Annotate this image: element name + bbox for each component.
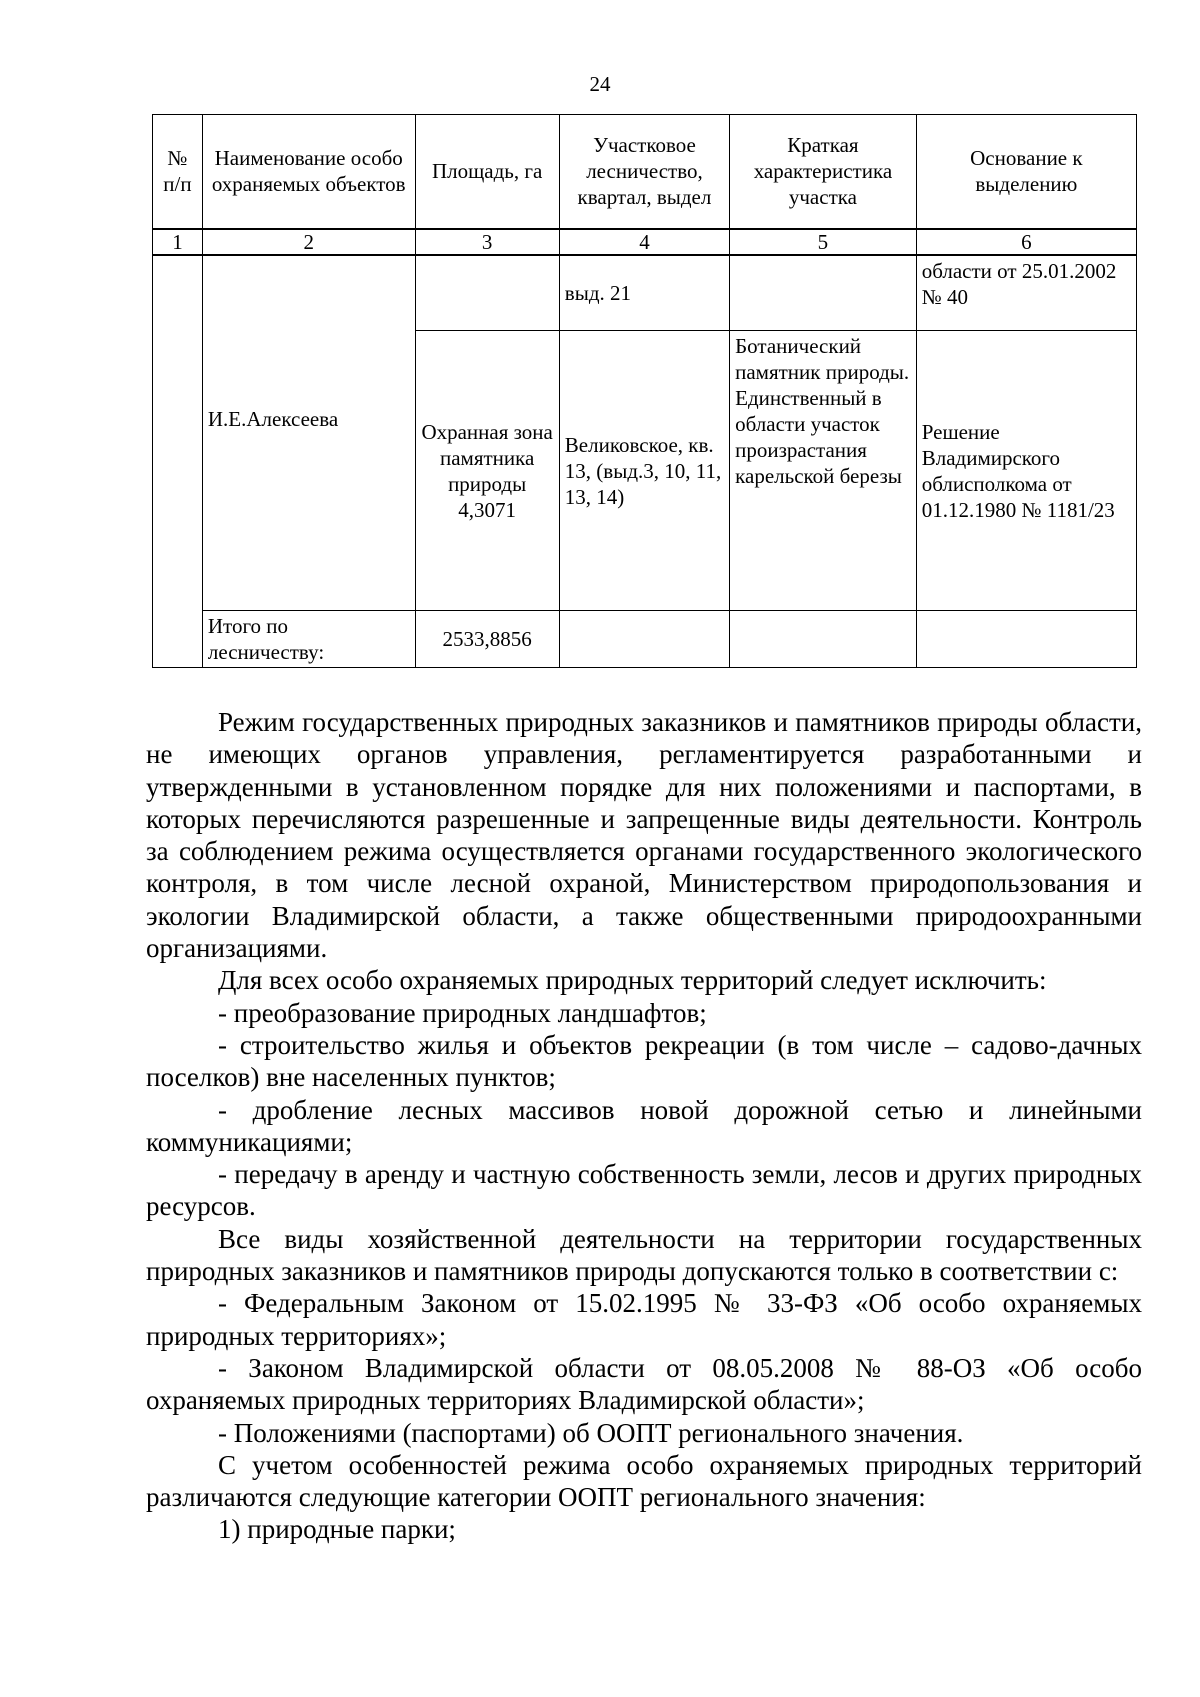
header-number: № п/п <box>153 115 203 229</box>
column-number: 3 <box>415 229 559 255</box>
paragraph: Все виды хозяйственной деятельности на территории государственных природных заказников и памятников природы допускаются только в соответствии с: <box>146 1223 1142 1287</box>
column-number: 5 <box>730 229 917 255</box>
total-area: 2533,8856 <box>415 611 559 668</box>
list-item: - дробление лесных массивов новой дорожной сетью и линейными коммуникациями; <box>146 1094 1142 1157</box>
area-cell: Охранная зона памятника природы 4,3071 <box>415 331 559 611</box>
list-item: - Федеральным Законом от 15.02.1995 № 33-ФЗ «Об особо охраняемых природных территориях»; <box>146 1288 1142 1351</box>
paragraph: С учетом особенностей режима особо охраняемых природных территорий различаются следующие категории ООПТ регионального значения: <box>146 1449 1142 1513</box>
forestry-cell: выд. 21 <box>559 255 729 331</box>
column-number: 1 <box>153 229 203 255</box>
column-number-row <box>153 229 1137 255</box>
object-name: И.Е.Алексеева <box>207 406 339 431</box>
header-forestry: Участковое лесничество, квартал, выдел <box>559 115 729 229</box>
list-item: - Законом Владимирской области от 08.05.2008 № 88-ОЗ «Об особо охраняемых природных территориях Владимирской области»; <box>146 1352 1142 1416</box>
list-item: - преобразование природных ландшафтов; <box>218 997 707 1028</box>
column-number: 4 <box>559 229 729 255</box>
header-name: Наименование особо охраняемых объектов <box>202 115 415 229</box>
list-item: - строительство жилья и объектов рекреации (в том числе – садово-дачных поселков) вне населенных пунктов; <box>146 1029 1142 1093</box>
table-row <box>153 255 1137 331</box>
column-number: 6 <box>916 229 1136 255</box>
list-item: - Положениями (паспортами) об ООПТ регионального значения. <box>218 1417 964 1448</box>
empty-cell <box>730 611 917 668</box>
header-basis: Основание к выделению <box>916 115 1136 229</box>
list-item: - передачу в аренду и частную собственность земли, лесов и других природных ресурсов. <box>146 1159 1142 1222</box>
forestry-cell: Великовское, кв. 13, (выд.3, 10, 11, 13, 14) <box>559 331 729 611</box>
paragraph: Для всех особо охраняемых природных территорий следует исключить: <box>218 965 1047 996</box>
area-cell <box>415 255 559 331</box>
list-item: 1) природные парки; <box>218 1514 456 1545</box>
empty-cell <box>916 611 1136 668</box>
basis-cell: Решение Владимирского облисполкома от 01.12.1980 № 1181/23 <box>916 331 1136 611</box>
total-row <box>153 611 1137 668</box>
header-characteristic: Краткая характеристика участка <box>730 115 917 229</box>
page-number: 24 <box>589 72 611 96</box>
column-number: 2 <box>202 229 415 255</box>
header-area: Площадь, га <box>415 115 559 229</box>
table-header-row <box>153 115 1137 229</box>
total-label: Итого по лесничеству: <box>202 611 415 668</box>
characteristic-cell <box>730 255 917 331</box>
protected-areas-table <box>152 114 1137 668</box>
empty-cell <box>559 611 729 668</box>
characteristic-cell: Ботанический памятник природы. Единственный в области участок произрастания карельской березы <box>730 331 917 611</box>
basis-cell: области от 25.01.2002 № 40 <box>916 255 1136 331</box>
body-text <box>146 706 1142 1546</box>
paragraph: Режим государственных природных заказников и памятников природы области, не имеющих органов управления, регламентируется разработанными и утвержденными в установленном порядке для них положениями и паспортами, в которых перечисляются разрешенные и запрещенные виды деятельности. Контроль за соблюдением режима осуществляется органами государственного экологического контроля, в том числе лесной охраной, Министерством природопользования и экологии Владимирской области, а также общественными природоохранными организациями. <box>146 707 1142 964</box>
row-number-cell <box>153 255 203 668</box>
object-name-cell <box>202 255 415 611</box>
